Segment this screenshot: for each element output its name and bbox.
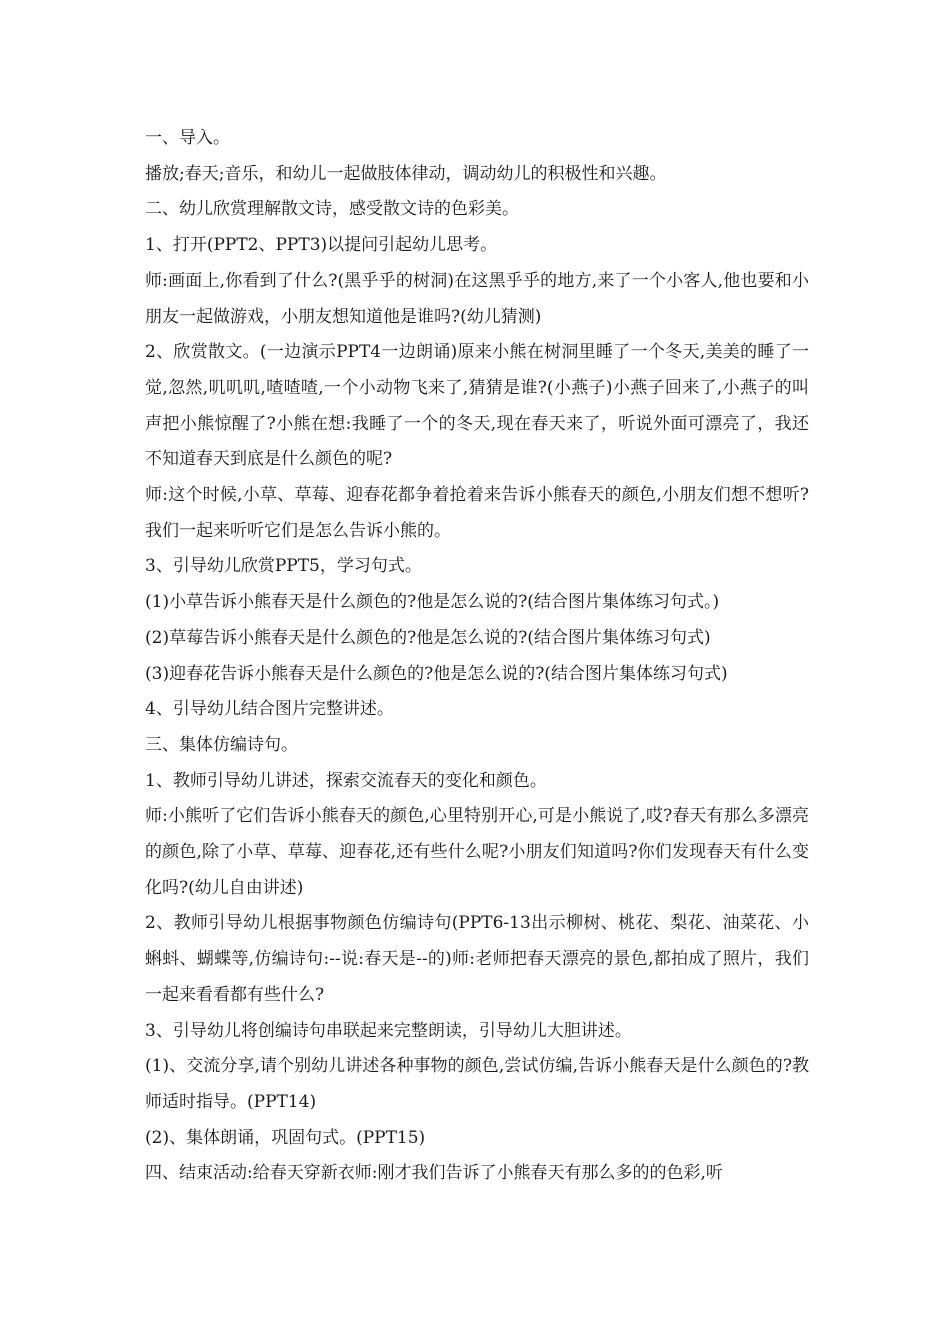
document-body (145, 121, 809, 1192)
paragraph: 3、引导幼儿欣赏PPT5，学习句式。 (145, 556, 422, 577)
paragraph: (1)、交流分享,请个别幼儿讲述各种事物的颜色,尝试仿编,告诉小熊春天是什么颜色的?教师适时指导。(PPT14) (145, 1056, 809, 1112)
paragraph: 2、欣赏散文。(一边演示PPT4一边朗诵)原来小熊在树洞里睡了一个冬天,美美的睡了一觉,忽然,叽叽叽,喳喳喳,一个小动物飞来了,猜猜是谁?(小燕子)小燕子回来了,小燕子的叫声把小熊惊醒了?小熊在想:我睡了一个的冬天,现在春天来了，听说外面可漂亮了，我还不知道春天到底是什么颜色的呢? (145, 342, 809, 470)
paragraph: 师:小熊听了它们告诉小熊春天的颜色,心里特别开心,可是小熊说了,哎?春天有那么多漂亮的颜色,除了小草、草莓、迎春花,还有些什么呢?小朋友们知道吗?你们发现春天有什么变化吗?(幼儿自由讲述) (145, 806, 809, 898)
paragraph: 4、引导幼儿结合图片完整讲述。 (145, 699, 394, 720)
paragraph: (2)草莓告诉小熊春天是什么颜色的?他是怎么说的?(结合图片集体练习句式) (145, 627, 711, 648)
paragraph: 3、引导幼儿将创编诗句串联起来完整朗读，引导幼儿大胆讲述。 (145, 1020, 632, 1041)
section-heading-intro: 一、导入。 (145, 128, 230, 148)
paragraph: 2、教师引导幼儿根据事物颜色仿编诗句(PPT6-13出示柳树、桃花、梨花、油菜花、小蝌蚪、蝴蝶等,仿编诗句:--说:春天是--的)师:老师把春天漂亮的景色,都拍成了照片，我们一起来看看都有些什么? (145, 913, 809, 1005)
paragraph: (3)迎春花告诉小熊春天是什么颜色的?他是怎么说的?(结合图片集体练习句式) (145, 663, 728, 684)
paragraph: 播放;春天;音乐，和幼儿一起做肢体律动，调动幼儿的积极性和兴趣。 (145, 163, 667, 184)
section-heading-appreciation: 二、幼儿欣赏理解散文诗，感受散文诗的色彩美。 (145, 199, 519, 220)
paragraph: (2)、集体朗诵，巩固句式。(PPT15) (145, 1127, 426, 1148)
paragraph: 师:画面上,你看到了什么?(黑乎乎的树洞)在这黑乎乎的地方,来了一个小客人,他也要和小朋友一起做游戏，小朋友想知道他是谁吗?(幼儿猜测) (145, 270, 809, 327)
section-heading-closing: 四、结束活动:给春天穿新衣师:刚才我们告诉了小熊春天有那么多的的色彩,听 (145, 1163, 723, 1184)
section-heading-imitation: 三、集体仿编诗句。 (145, 734, 298, 755)
paragraph: 1、教师引导幼儿讲述，探索交流春天的变化和颜色。 (145, 770, 547, 791)
paragraph: (1)小草告诉小熊春天是什么颜色的?他是怎么说的?(结合图片集体练习句式。) (145, 592, 720, 613)
paragraph: 1、打开(PPT2、PPT3)以提问引起幼儿思考。 (145, 235, 498, 256)
paragraph: 师:这个时候,小草、草莓、迎春花都争着抢着来告诉小熊春天的颜色,小朋友们想不想听?我们一起来听听它们是怎么告诉小熊的。 (145, 485, 809, 541)
